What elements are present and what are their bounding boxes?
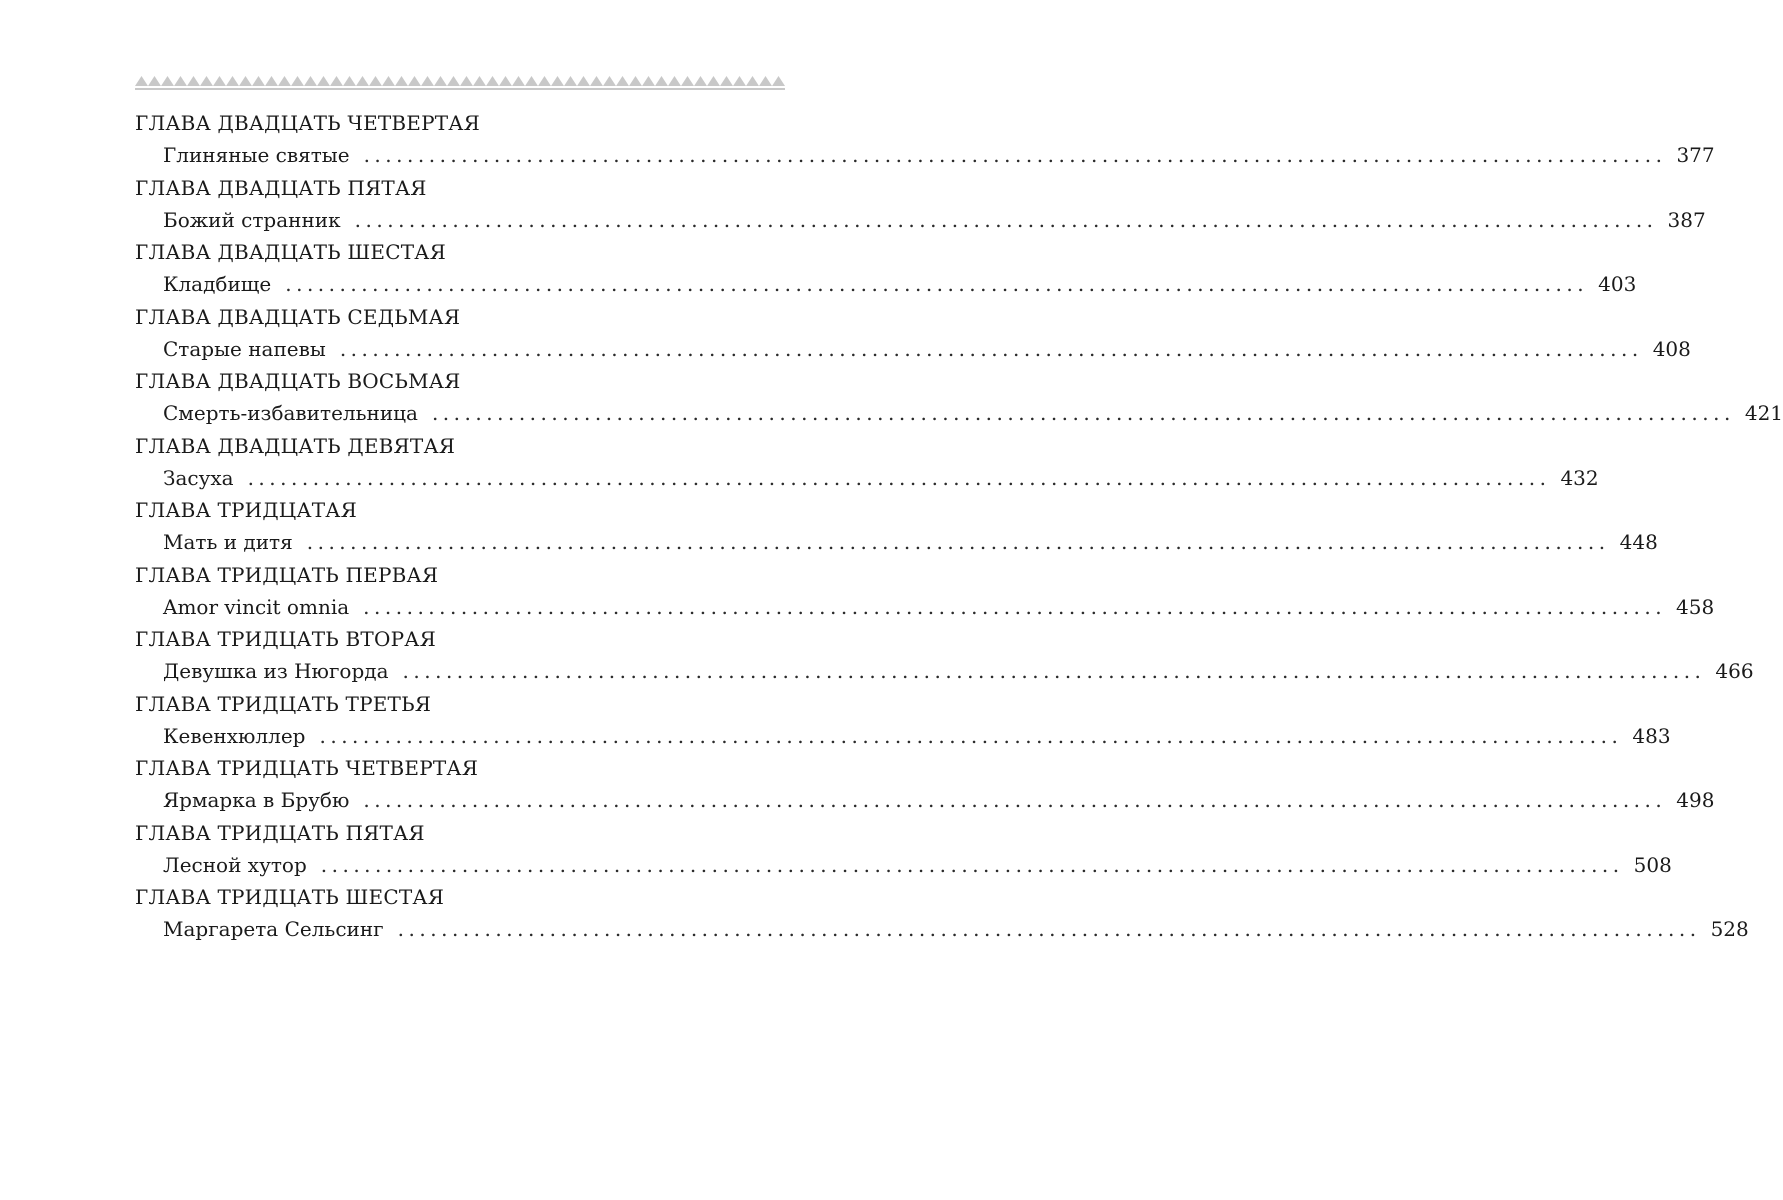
chapter-line[interactable] xyxy=(135,655,1754,689)
chapter-title: Старые напевы xyxy=(163,336,326,361)
dot-leader: ........................................................................................................................ xyxy=(354,207,1658,232)
toc-entry xyxy=(135,302,1691,367)
dot-leader: ........................................................................................................................ xyxy=(339,336,1643,361)
zigzag-border-ornament-icon xyxy=(135,72,785,92)
toc-entry xyxy=(135,173,1706,238)
chapter-heading: ГЛАВА ДВАДЦАТЬ ДЕВЯТАЯ xyxy=(135,433,456,458)
chapter-heading: ГЛАВА ТРИДЦАТЬ ТРЕТЬЯ xyxy=(135,691,432,716)
chapter-title: Девушка из Нюгорда xyxy=(163,659,389,683)
chapter-line[interactable] xyxy=(135,784,1715,818)
page-number: 508 xyxy=(1633,852,1672,877)
chapter-heading: ГЛАВА ДВАДЦАТЬ ШЕСТАЯ xyxy=(135,240,446,264)
chapter-heading: ГЛАВА ТРИДЦАТЬ ЧЕТВЕРТАЯ xyxy=(135,756,479,780)
toc-entry xyxy=(135,560,1715,625)
chapter-heading: ГЛАВА ДВАДЦАТЬ ПЯТАЯ xyxy=(135,175,427,200)
toc-entry xyxy=(135,624,1754,689)
chapter-line[interactable] xyxy=(135,462,1599,496)
chapter-heading: ГЛАВА ТРИДЦАТАЯ xyxy=(135,498,358,522)
dot-leader: ........................................................................................................................ xyxy=(431,401,1735,425)
chapter-title: Лесной хутор xyxy=(163,852,307,877)
page-number: 377 xyxy=(1676,143,1715,167)
page-number: 408 xyxy=(1652,336,1691,361)
page-number: 528 xyxy=(1710,917,1749,941)
toc-entry xyxy=(135,237,1637,302)
page-number: 448 xyxy=(1619,530,1658,554)
chapter-title: Кладбище xyxy=(163,272,272,296)
toc-entry xyxy=(135,366,1783,431)
chapter-line[interactable] xyxy=(135,333,1691,367)
chapter-line[interactable] xyxy=(135,397,1783,431)
toc-entry xyxy=(135,431,1599,496)
chapter-heading: ГЛАВА ДВАДЦАТЬ ЧЕТВЕРТАЯ xyxy=(135,111,480,135)
dot-leader: ........................................................................................................................ xyxy=(319,723,1623,748)
dot-leader: ........................................................................................................................ xyxy=(363,788,1667,812)
dot-leader: ........................................................................................................................ xyxy=(363,594,1667,619)
chapter-heading: ГЛАВА ТРИДЦАТЬ ШЕСТАЯ xyxy=(135,885,445,909)
chapter-line[interactable] xyxy=(135,849,1672,883)
toc-entry xyxy=(135,818,1672,883)
toc-entry xyxy=(135,882,1749,947)
chapter-line[interactable] xyxy=(135,526,1658,560)
chapter-heading: ГЛАВА ДВАДЦАТЬ ВОСЬМАЯ xyxy=(135,369,461,393)
toc-entry xyxy=(135,108,1715,173)
chapter-title: Маргарета Сельсинг xyxy=(163,917,384,941)
table-of-contents xyxy=(135,108,1783,947)
chapter-heading: ГЛАВА ТРИДЦАТЬ ПЯТАЯ xyxy=(135,820,425,845)
page-number: 421 xyxy=(1744,401,1783,425)
chapter-heading: ГЛАВА ДВАДЦАТЬ СЕДЬМАЯ xyxy=(135,304,461,329)
chapter-line[interactable] xyxy=(135,268,1637,302)
page-number: 403 xyxy=(1598,272,1637,296)
dot-leader: ........................................................................................................................ xyxy=(285,272,1589,296)
toc-entry xyxy=(135,495,1658,560)
chapter-title: Засуха xyxy=(163,465,234,490)
page-number: 387 xyxy=(1667,207,1706,232)
dot-leader: ........................................................................................................................ xyxy=(402,659,1706,683)
chapter-title: Amor vincit omnia xyxy=(163,594,350,619)
chapter-line[interactable] xyxy=(135,204,1706,238)
page-number: 498 xyxy=(1676,788,1715,812)
chapter-line[interactable] xyxy=(135,913,1749,947)
page-number: 458 xyxy=(1676,594,1715,619)
page-number: 483 xyxy=(1632,723,1671,748)
page-number: 466 xyxy=(1715,659,1754,683)
chapter-title: Глиняные святые xyxy=(163,143,350,167)
chapter-title: Кевенхюллер xyxy=(163,723,306,748)
chapter-title: Смерть-избавительница xyxy=(163,401,418,425)
page-number: 432 xyxy=(1560,465,1599,490)
chapter-title: Мать и дитя xyxy=(163,530,293,554)
chapter-heading: ГЛАВА ТРИДЦАТЬ ПЕРВАЯ xyxy=(135,562,439,587)
dot-leader: ........................................................................................................................ xyxy=(363,143,1667,167)
dot-leader: ........................................................................................................................ xyxy=(397,917,1701,941)
dot-leader: ........................................................................................................................ xyxy=(306,530,1610,554)
dot-leader: ........................................................................................................................ xyxy=(247,465,1551,490)
chapter-title: Ярмарка в Брубю xyxy=(163,788,350,812)
toc-entry xyxy=(135,689,1671,754)
dot-leader: ........................................................................................................................ xyxy=(320,852,1624,877)
chapter-line[interactable] xyxy=(135,139,1715,173)
chapter-line[interactable] xyxy=(135,591,1715,625)
chapter-line[interactable] xyxy=(135,720,1671,754)
chapter-title: Божий странник xyxy=(163,207,341,232)
toc-entry xyxy=(135,753,1715,818)
chapter-heading: ГЛАВА ТРИДЦАТЬ ВТОРАЯ xyxy=(135,627,436,651)
